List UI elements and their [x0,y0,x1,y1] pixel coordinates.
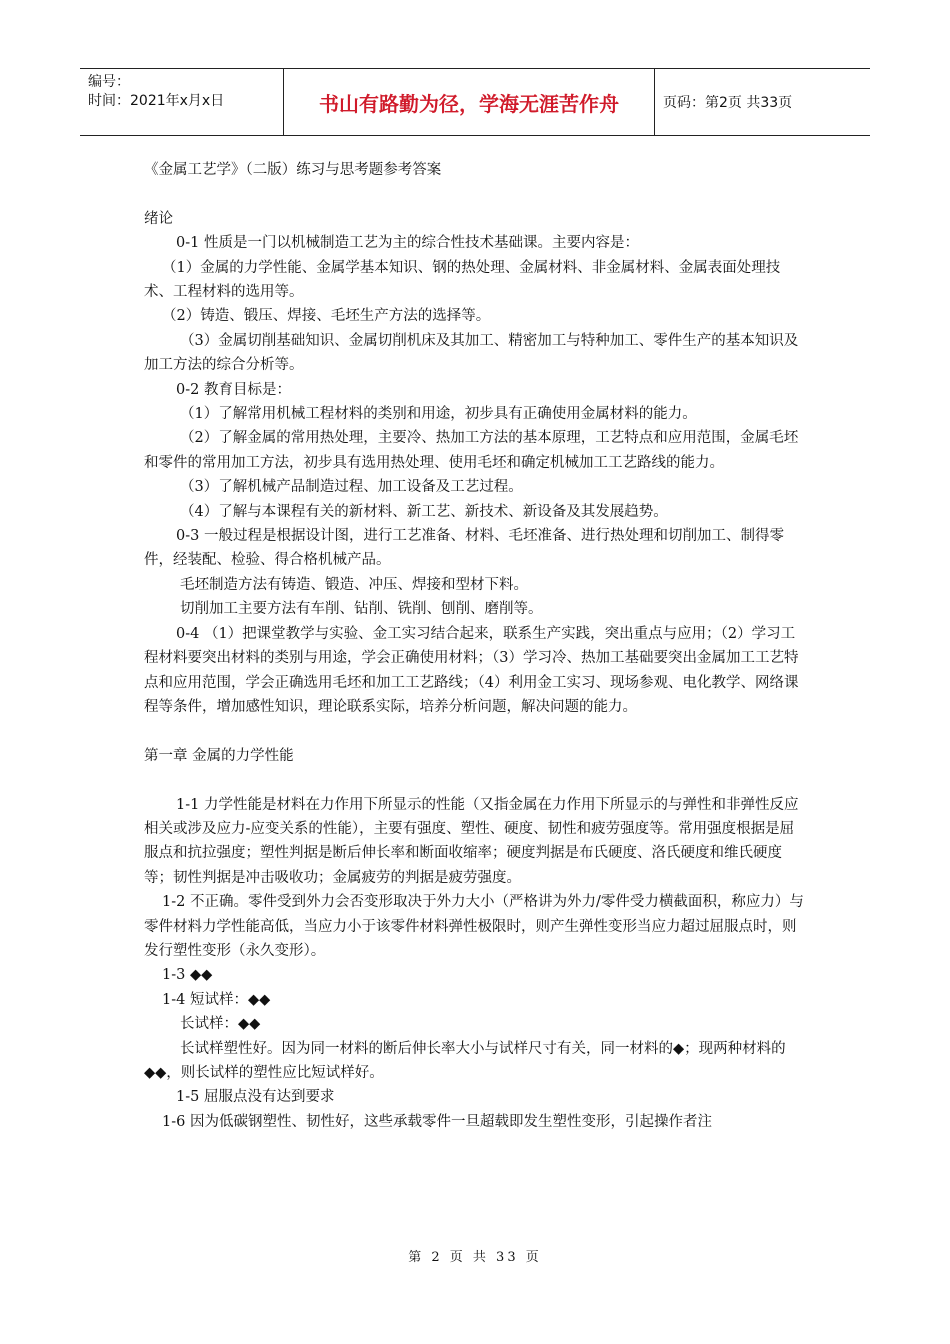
serial-label: 编号： [88,74,130,90]
doc-title: 《金属工艺学》（二版）练习与思考题参考答案 [144,162,442,178]
header-page-info: 页码：第2页 共33页 [663,95,793,111]
paragraph: （3）了解机械产品制造过程、加工设备及工艺过程。 [180,479,523,496]
paragraph: 1-1 力学性能是材料在力作用下所显示的性能（又指金属在力作用下所显示的与弹性和非弹性反应相关或涉及应力-应变关系的性能），主要有强度、塑性、硬度、韧性和疲劳强度等。常用强度根据是屈服点和抗拉强度；塑性判据是断后伸长率和断面收缩率；硬度判据是布氏硬度、洛氏硬度和维氏硬度等；韧性判据是冲击吸收功；金属疲劳的判据是疲劳强度。 [144,796,799,886]
paragraph: （2）了解金属的常用热处理，主要冷、热加工方法的基本原理，工艺特点和应用范围，金属毛坯和零件的常用加工方法，初步具有选用热处理、使用毛坯和确定机械加工工艺路线的能力。 [144,430,799,471]
date-text: 时间：2021年x月x日 [88,93,225,109]
paragraph: （4）了解与本课程有关的新材料、新工艺、新技术、新设备及其发展趋势。 [180,503,668,520]
document-body [144,158,808,1134]
paragraph: 1-5 屈服点没有达到要求 [176,1089,335,1106]
header-meta [80,69,283,135]
paragraph: 1-2 不正确。零件受到外力会否变形取决于外力大小（严格讲为外力/零件受力横截面积，称应力）与零件材料力学性能高低，当应力小于该零件材料弹性极限时，则产生弹性变形当应力超过屈服点时，则发行塑性变形（永久变形）。 [144,894,804,959]
paragraph: （1）了解常用机械工程材料的类别和用途，初步具有正确使用金属材料的能力。 [180,406,697,423]
paragraph: 0-1 性质是一门以机械制造工艺为主的综合性技术基础课。主要内容是： [176,235,639,252]
paragraph: 切削加工主要方法有车削、钻削、铣削、刨削、磨削等。 [180,601,543,618]
header-motto: 书山有路勤为径，学海无涯苦作舟 [283,69,655,135]
paragraph: 毛坯制造方法有铸造、锻造、冲压、焊接和型材下料。 [180,576,528,593]
paragraph: 1-6 因为低碳钢塑性、韧性好，这些承载零件一旦超载即发生塑性变形，引起操作者注 [162,1113,712,1130]
paragraph: 0-3 一般过程是根据设计图，进行工艺准备、材料、毛坯准备、进行热处理和切削加工、制得零件，经装配、检验、得合格机械产品。 [144,528,784,569]
page-header [80,68,870,136]
paragraph: 长试样：◆◆ [180,1016,261,1033]
paragraph: （1）金属的力学性能、金属学基本知识、钢的热处理、金属材料、非金属材料、金属表面处理技术、工程材料的选用等。 [144,259,781,301]
paragraph: （3）金属切削基础知识、金属切削机床及其加工、精密加工与特种加工、零件生产的基本知识及加工方法的综合分析等。 [144,332,799,374]
paragraph: 1-3 ◆◆ [162,967,213,984]
paragraph: 长试样塑性好。因为同一材料的断后伸长率大小与试样尺寸有关，同一材料的◆；现两种材料的◆◆，则长试样的塑性应比短试样好。 [144,1040,786,1081]
page-footer: 第 2 页 共 33 页 [408,1250,542,1265]
paragraph: 0-4 （1）把课堂教学与实验、金工实习结合起来，联系生产实践，突出重点与应用；（2）学习工程材料要突出材料的类别与用途，学会正确使用材料；（3）学习冷、热加工基础要突出金属加工工艺特点和应用范围，学会正确选用毛坯和加工工艺路线；（4）利用金工实习、现场参观、电化教学、网络课程等条件，增加感性知识，理论联系实际，培养分析问题，解决问题的能力。 [144,625,799,715]
paragraph: 1-4 短试样：◆◆ [162,991,271,1008]
intro-heading: 绪论 [144,210,173,227]
paragraph: （2）铸造、锻压、焊接、毛坯生产方法的选择等。 [162,308,491,325]
paragraph: 0-2 教育目标是： [176,381,291,398]
chapter1-heading: 第一章 金属的力学性能 [144,747,294,764]
